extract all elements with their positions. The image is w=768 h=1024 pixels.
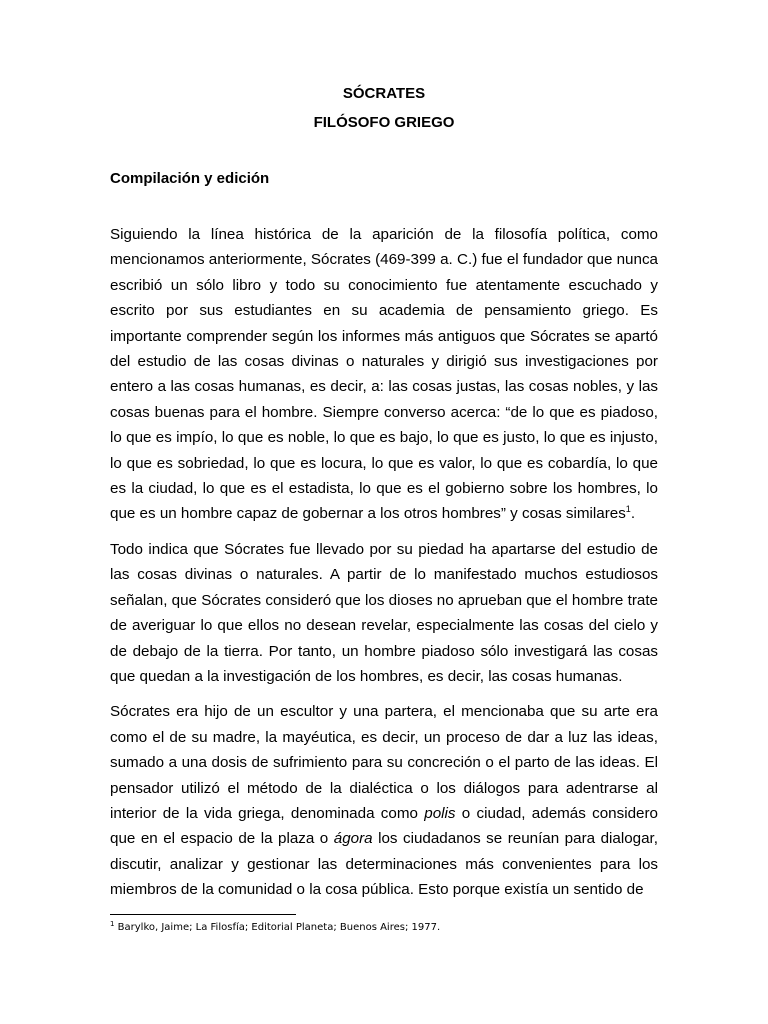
paragraph-3 [110,699,658,902]
footnote [110,921,440,935]
paragraph-1-text: Siguiendo la línea histórica de la aparición de la filosofía política, como mencionamos anteriormente, Sócrates (469-399 a. C.) fue el fundador que nunca escribió un sólo libro y todo su conocimiento fue atentamente escuchado y escrito por sus estudiantes en su academia de pensamiento griego. Es importante comprender según los informes más antiguos que Sócrates se apartó del estudio de las cosas divinas o naturales y dirigió sus investigaciones por entero a las cosas humanas, es decir, a: las cosas justas, las cosas nobles, y las cosas buenas para el hombre. Siempre converso acerca: “de lo que es piadoso, lo que es impío, lo que es noble, lo que es bajo, lo que es justo, lo que es injusto, lo que es sobriedad, lo que es locura, lo que es valor, lo que es cobardía, lo que es la ciudad, lo que es el estadista, lo que es el gobierno sobre los hombres, lo que es un hombre capaz de gobernar a los otros hombres” y cosas similares [110,226,658,523]
footnote-text: Barylko, Jaime; La Filosfía; Editorial Planeta; Buenos Aires; 1977. [114,922,441,933]
body-text [110,222,658,913]
footnote-divider [110,914,296,915]
document-title: SÓCRATES [342,85,426,102]
footnote-reference: 1 [625,504,631,515]
paragraph-1 [110,222,658,527]
footnote-number: 1 [110,920,115,928]
italic-term-polis: polis [424,804,456,822]
section-heading: Compilación y edición [110,170,270,187]
paragraph-3-part-2: o ciudad, además considero que en el espacio de la plaza o [110,804,658,848]
paragraph-2: Todo indica que Sócrates fue llevado por su piedad ha apartarse del estudio de las cosas divinas o naturales. A partir de lo manifestado muchos estudiosos señalan, que Sócrates consideró que los dioses no aprueban que el hombre trate de averiguar lo que ellos no desean revelar, especialmente las cosas del cielo y de debajo de la tierra. Por tanto, un hombre piadoso sólo investigará las cosas que quedan a la investigación de los hombres, es decir, las cosas humanas. [110,540,658,685]
italic-term-agora: ágora [333,830,373,848]
paragraph-3-part-1: Sócrates era hijo de un escultor y una partera, el mencionaba que su arte era como el de su madre, la mayéutica, es decir, un proceso de dar a luz las ideas, sumado a una dosis de sufrimiento para su concreción o el parto de las ideas. El pensador utilizó el método de la dialéctica o los diálogos para adentrarse al interior de la vida griega, denominada como [110,703,658,822]
document-subtitle: FILÓSOFO GRIEGO [313,114,455,131]
paragraph-3-part-3: los ciudadanos se reunían para dialogar, discutir, analizar y gestionar las determinaciones más convenientes para los miembros de la comunidad o la cosa pública. Esto porque existía un sentido de [110,830,658,899]
paragraph-1-end: . [630,505,636,523]
